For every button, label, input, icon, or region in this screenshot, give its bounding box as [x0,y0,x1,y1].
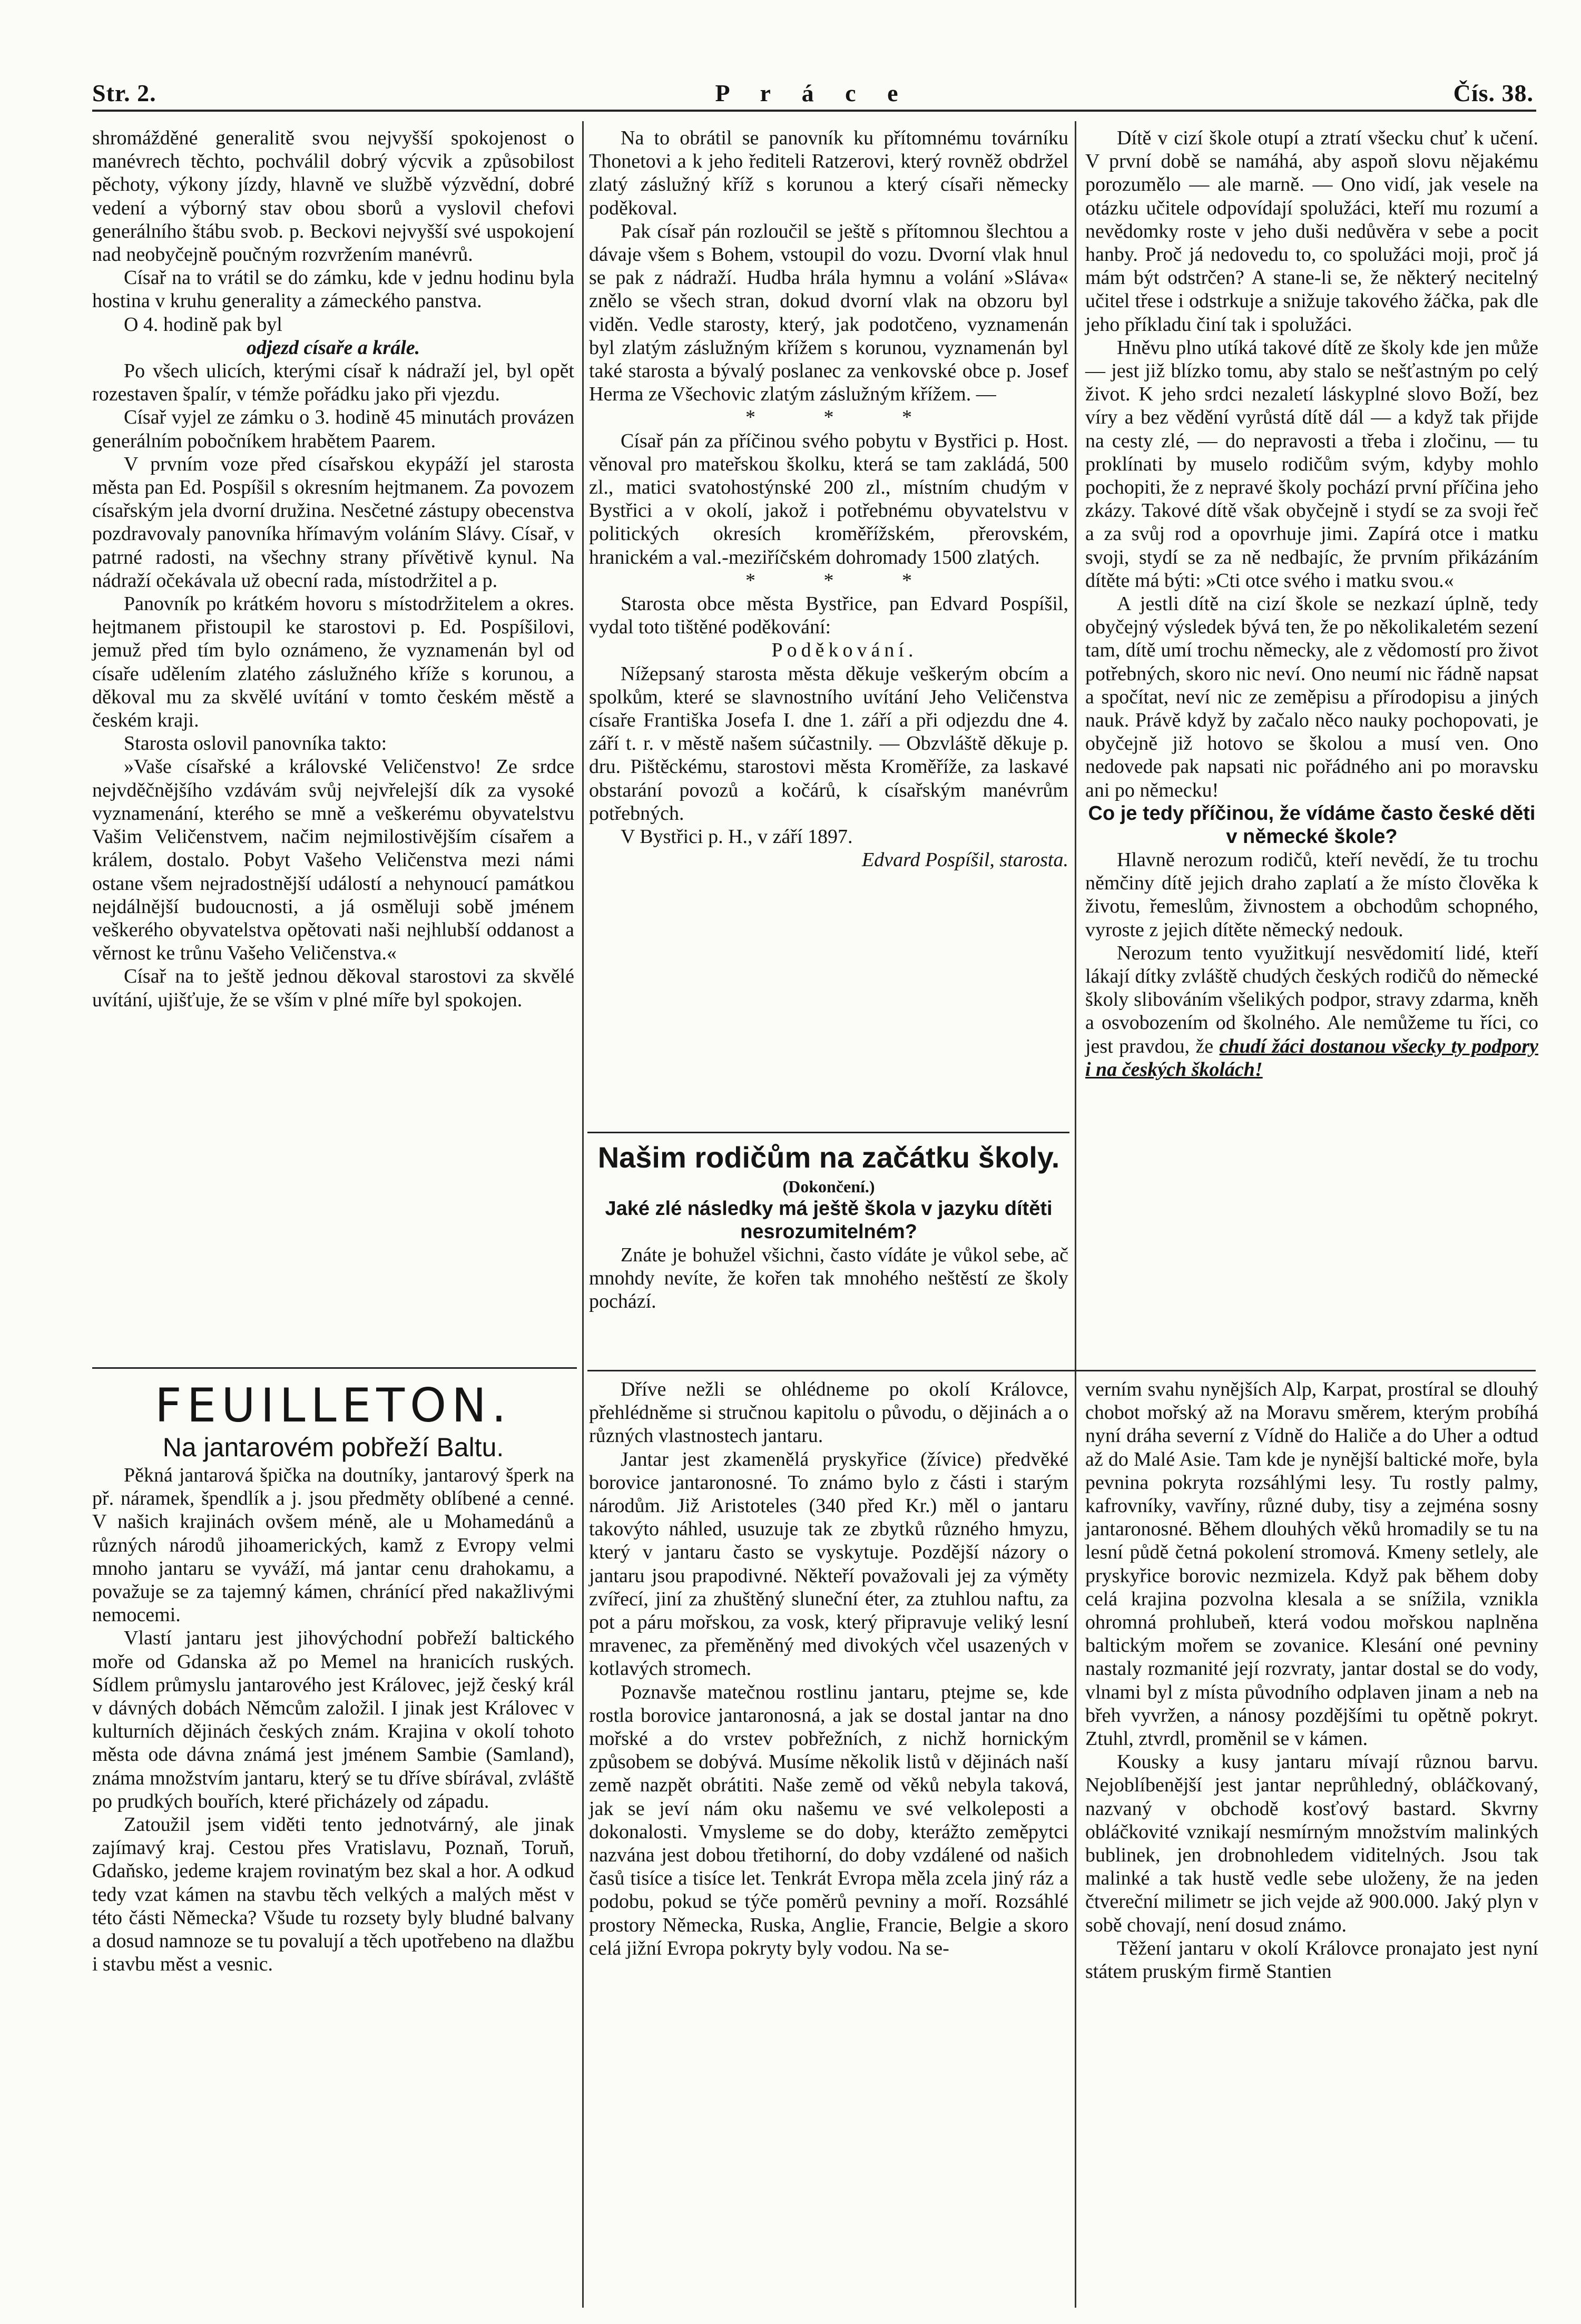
thanks-heading: Poděkování. [771,639,918,662]
dateline: V Bystřici p. H., v září 1897. [621,826,853,848]
issue-number: Čís. 38. [1453,80,1534,106]
paragraph [1085,942,1538,1081]
column-3-lower [1085,1378,1538,1983]
feuilleton-rule-left [92,1367,577,1369]
separator-stars: * * * [745,406,944,429]
article-title: Našim rodičům na začátku školy. [597,1141,1060,1174]
paragraph: verním svahu nynějších Alp, Karpat, prostíral se dlouhý chobot mořský až na Moravu směrem, kterým probíhá nyní dráha severní z Vídně do Haliče a do Uher a odtud až do Malé Asie. Tam kde je nynější baltické moře, byla pevnina pokryta rozsáhlými lesy. Tu rostly palmy, kafrovníky, vavříny, různé duby, tisy a zejména sosny jantaronosné. Během dlouhých věků hromadily se tu na lesní půdě četná pokolení stromová. Kmeny setlely, ale pryskyřice borovic nezmizela. Když pak během doby celá krajina pozvolna klesala a se snížila, vznikla ohromná prohlubeň, která vodou mořskou naplněna baltickým mořem se zovanice. Klesání oné pevniny nastaly rozmanité její rozvraty, jantar dostal se do vody, vlnami byl z místa původního odplaven jinam a neb na břeh vyvržen, a nánosy pozdějšími tu opětně pokryt. Ztuhl, ztvrdl, proměnil se v kámen. [1085,1378,1538,1750]
paragraph: Na to obrátil se panovník ku přítomnému továrníku Thonetovi a k jeho řediteli Ratzerovi, který rovněž obdržel zlatý záslužný kříž s korunou a který císaři německy poděkoval. [589,127,1068,219]
paragraph: Hněvu plno utíká takové dítě ze školy kde jen může — jest již blízko tomu, aby stalo se nešťastným po celý život. K jeho srdci nezaletí láskyplné slovo Boží, bez víry a bez vědění vyrůstá dítě dál — a když tak přijde na cesty zlé, — do nepravosti a třeba i zločinu, — tu proklínati by muselo rodičům svým, kdyby mohlo pochopiti, že z nepravé školy pochází první příčina jeho zkázy. Takové dítě však obyčejně i stydí se za svoji řeč a za svůj rod a opovrhuje jimi. Zapírá otce i matku svoji, stydí se za ně nedbajíc, že prvním přikázáním dítěte má býti: »Cti otce svého i matku svou.« [1085,336,1538,592]
paragraph: Jantar jest zkamenělá pryskyřice (žívice) předvěké borovice jantaronosné. To známo bylo z části i starým národům. Již Aristoteles (340 před Kr.) měl o jantaru takovýto náhled, usuzuje tak ze zbytků různého hmyzu, který v jantaru často se vyskytuje. Pozdější názory o jantaru jsou prapodivné. Někteří považovali jej za výměty zvířecí, jiní za zhuštěný sluneční éter, za ztuhlou naftu, za pot a páru mořskou, za vosk, který připravuje veliký lesní mravenec, za přeměněný med divokých včel usazených v kotlavých stromech. [589,1448,1068,1680]
feuilleton-section [92,1380,574,1976]
newspaper-title: P r á c e [715,80,911,106]
question-heading: Co je tedy příčinou, že vídáme často české děti v německé škole? [1088,802,1536,848]
subheading-departure: odjezd císaře a krále. [246,336,420,359]
paragraph: Kousky a kusy jantaru mívají různou barvu. Nejoblíbenější jest jantar neprůhledný, obláčkovaný, nazvaný v obchodě kosťový bastard. Skvrny obláčkovité vznikají nesmírným množstvím malinkých bublinek, jen drobnohledem viditelných. Jsou tak malinké a tak hustě vedle sebe uloženy, že na jeden čtvereční milimetr se jich vejde až 900.000. Jaký plyn v sobě chovají, není dosud známo. [1085,1751,1538,1936]
paragraph: A jestli dítě na cizí škole se nezkazí úplně, tedy obyčejný výsledek bývá ten, že po několikaletém sezení tam, dítě umí trochu německy, ale z vědomostí pro život potřebných, skoro nic neví. Ono neumí nic řádně napsat a spočítat, neví nic ze zeměpisu a přírodopisu a jiných nauk. Právě když by začalo něco nauky pochopovati, je obyčejně již hotovo se školou a musí ven. Ono nedovede pak napsati nic pořádného ani po moravsku ani po německu! [1085,593,1538,801]
paragraph: Nížepsaný starosta města děkuje veškerým obcím a spolkům, které se slavnostního uvítání Jeho Veličenstva císaře Františka Josefa I. dne 1. září a při odjezdu dne 4. září t. r. v městě našem súčastnily. — Obzvláště děkuje p. dru. Pištěckému, starostovi města Kroměříže, za laskavé obstarání povozů a kočárů, k císařským manévrům potřebných. [589,662,1068,825]
column-2-lower [589,1378,1068,1960]
paragraph: Pak císař pán rozloučil se ještě s přítomnou šlechtou a dávaje všem s Bohem, vstoupil do vozu. Dvorní vlak hnul se pak z nádraží. Hudba hrála hymnu a volání »Sláva« znělo se všech stran, dokud dvorní vlak na obzoru byl viděn. Vedle starosty, který, jak podotčeno, vyznamenán byl zlatým záslužným křížem s korunou, vyznamenán byl také starosta a bývalý poslanec za venkovské obce p. Josef Herma ze Všechovic zlatým záslužným křížem. — [589,220,1068,406]
paragraph: Starosta oslovil panovníka takto: [124,732,387,755]
paragraph: Hlavně nerozum rodičů, kteří nevědí, že tu trochu němčiny dítě jejich draho zaplatí a že místo člověka k životu, řemeslům, živnostem a obchodům schopného, vyroste z jejich dítěte německý nedouk. [1085,848,1538,941]
continuation-note: (Dokončení.) [782,1177,875,1196]
section-rule-mid [587,1132,1069,1133]
header-rule [92,110,1536,112]
page-number: Str. 2. [92,80,156,106]
emphasis-text: chudí žáci dostanou všecky ty podpory i na českých školách! [1085,1035,1538,1081]
column-1-top [92,126,574,1012]
signature-line: Edvard Pospíšil, starosta. [862,849,1068,871]
paragraph: Císař pán za příčinou svého pobytu v Bystřici p. Host. věnoval pro mateřskou školku, která se tam zakládá, 500 zl., matici svatohostýnské 200 zl., místním chudým v Bystřici a v okolí, jakož i potřebnému obyvatelstvu v politických okresích kroměřížském, přerovském, hranickém a val.-meziříčském dohromady 1500 zlatých. [589,429,1068,568]
paragraph: Císař vyjel ze zámku o 3. hodině 45 minutách provázen generálním pobočníkem hrabětem Paarem. [92,406,574,452]
paragraph-text: Nerozum tento využitkují nesvědomití lidé, kteří lákají dítky zvláště chudých českých rodičů do německé školy slibováním všelikých podpor, stravy zdarma, kněh a osvobozením od školného. Ale nemůžeme tu říci, co jest pravdou, že [1085,942,1538,1057]
paragraph: V prvním voze před císařskou ekypáží jel starosta města pan Ed. Pospíšil s okresním hejtmanem. Za povozem císařským jela dvorní družina. Nesčetné zástupy obecenstva pozdravovaly panovníka hřímavým voláním Slávy. Císař, v patrné radosti, na všechny strany přívětivě kynul. Na nádraží očekávala už obecní rada, místodržitel a p. [92,453,574,592]
paragraph: Těžení jantaru v okolí Královce pronajato jest nyní státem pruským firmě Stantien [1085,1937,1538,1983]
paragraph: Zatoužil jsem viděti tento jednotvárný, ale jinak zajímavý kraj. Cestou přes Vratislavu, Poznaň, Toruň, Gdaňsko, jedeme krajem rovinatým bez skal a hor. A odkud tedy vzat kámen na stavbu těch velkých a malých měst v této části Německa? Všude tu rozsety byly bludné balvany a dosud namnoze se tu povalují a těch upotřebeno na dlažbu i stavbu měst a vesnic. [92,1813,574,1976]
paragraph: shromážděné generalitě svou nejvyšší spokojenost o manévrech těchto, pochválil dobrý výcvik a způsobilost pěchoty, výkony jízdy, hlavně ve službě výzvědní, dobré vedení a výborný stav obou sborů a vyslovil chefovi generálního štábu svob. p. Beckovi nejvyšší své uspokojení nad neobyčejně poučným rozvržením manévrů. [92,127,574,266]
speech-quote: »Vaše císařské a královské Veličenstvo! Ze srdce nejvděčnějšího vzdávám svůj nejvřelejší dík za vysoké vyznamenání, kterého se mně a veškerému obyvatelstvu Vašim Veličenstvem, načim nejmilostivějším císařem a králem, dostalo. Pobyt Vašeho Veličenstva mezi námi ostane všem nejradostnější událostí a nehynoucí památkou nejdálnější budoucnosti, a já osměluji sobě jménem veškerého obyvatelstva opětovati naši nejhlubší oddanost a věrnost ke trůnu Vašeho Veličenstva.« [92,756,574,965]
paragraph: Císař na to vrátil se do zámku, kde v jednu hodinu byla hostina v kruhu generality a zámeckého panstva. [92,267,574,312]
feuilleton-rule-right [587,1370,1536,1371]
separator-stars: * * * [745,569,944,592]
paragraph: Panovník po krátkém hovoru s místodržitelem a okres. hejtmanem přistoupil ke starostovi p. Ed. Pospíšilovi, jemuž před tím bylo oznámeno, že vyznamenán byl od císaře udělením zlatého záslužného kříže s korunou, a děkoval mu za skvělé uvítání v tomto českém městě a českém kraji. [92,593,574,732]
paragraph: Poznavše matečnou rostlinu jantaru, ptejme se, kde rostla borovice jantaronosná, a jak se dostal jantar na dno mořské a do vrstev pobřežních, z nichž hornickým způsobem se dobývá. Musíme několik listů v dějinách naší země nazpět obrátiti. Naše země od věků nebyla taková, jak se jeví nám oku našemu ve své velkoleposti a dokonalosti. Vmysleme se do doby, kterážto zeměpytci nazvána jest dobou třetihorní, do doby vzdálené od našich časů tisíce a tisíce let. Tenkrát Evropa měla zcela jiný ráz a podobu, pokud se týče poměrů pevniny a moří. Rozsáhlé prostory Německa, Ruska, Anglie, Francie, Belgie a skoro celá jižní Evropa pokryty byly vodou. Na se- [589,1681,1068,1959]
paragraph: Znáte je bohužel všichni, často vídáte je vůkol sebe, ač mnohdy nevíte, že kořen tak mnohého neštěstí ze školy pochází. [589,1244,1068,1313]
column-divider-1 [582,121,584,2308]
paragraph: Dříve nežli se ohlédneme po okolí Královce, přehlédněme si stručnou kapitolu o původu, o dějinách a o různých vlastnostech jantaru. [589,1378,1068,1447]
paragraph: Vlastí jantaru jest jihovýchodní pobřeží baltického moře od Gdanska až po Memel na hranicích ruských. Sídlem průmyslu jantarového jest Královec, jejž český král v dávných dobách Němcům založil. I jinak jest Královec v kulturních dějinách českých znám. Krajina v okolí tohoto města ode dávna známá jest jménem Sambie (Samland), známa množstvím jantaru, který se tu dříve sbírával, zvláště po prudkých bouřích, které přicházely od západu. [92,1627,574,1812]
paragraph: O 4. hodině pak byl [124,313,282,336]
paragraph: Starosta obce města Bystřice, pan Edvard Pospíšil, vydal toto tištěné poděkování: [589,593,1068,639]
feuilleton-title: Na jantarovém pobřeží Baltu. [162,1433,504,1462]
column-2-top [589,126,1068,872]
column-3-top [1085,126,1538,1081]
article-question: Jaké zlé následky má ještě škola v jazyku dítěti nesrozumitelném? [605,1198,1053,1243]
school-article [589,1138,1068,1313]
paragraph: Císař na to ještě jednou děkoval starostovi za skvělé uvítání, ujišťuje, že se vším v plné míře byl spokojen. [92,965,574,1011]
paragraph: Dítě v cizí škole otupí a ztratí všecku chuť k učení. V první době se namáhá, aby aspoň slovu nějakému porozumělo — ale marně. — Ono vidí, jak vesele na otázku učitele odpovídají spolužáci, kteří mu rozumí a nevědomky roste v jeho duši nedůvěra v sebe a pocit hanby. Proč já nedovedu to, co spolužáci moji, proč já mám být odstrčen? A stane-li se, že některý necitelný učitel třese i odstrkuje a snižuje takového žáčka, pak dle jeho příkladu činí tak i spolužáci. [1085,127,1538,336]
paragraph: Pěkná jantarová špička na doutníky, jantarový šperk na př. náramek, špendlík a j. jsou předměty oblíbené a cenné. V našich krajinách ovšem méně, ale u Mohamedánů a různých národů jihoamerických, kamž z Evropy velmi mnoho jantaru se vyváží, má jantar cenu drahokamu, a považuje se za tajemný kámen, chránící před nakažlivými nemocemi. [92,1464,574,1626]
feuilleton-heading: FEUILLETON. [154,1378,512,1433]
paragraph: Po všech ulicích, kterými císař k nádraží jel, byl opět rozestaven špalír, v témže pořádku jako při vjezdu. [92,360,574,406]
page-header [92,79,1534,111]
column-divider-2 [1075,121,1076,2308]
